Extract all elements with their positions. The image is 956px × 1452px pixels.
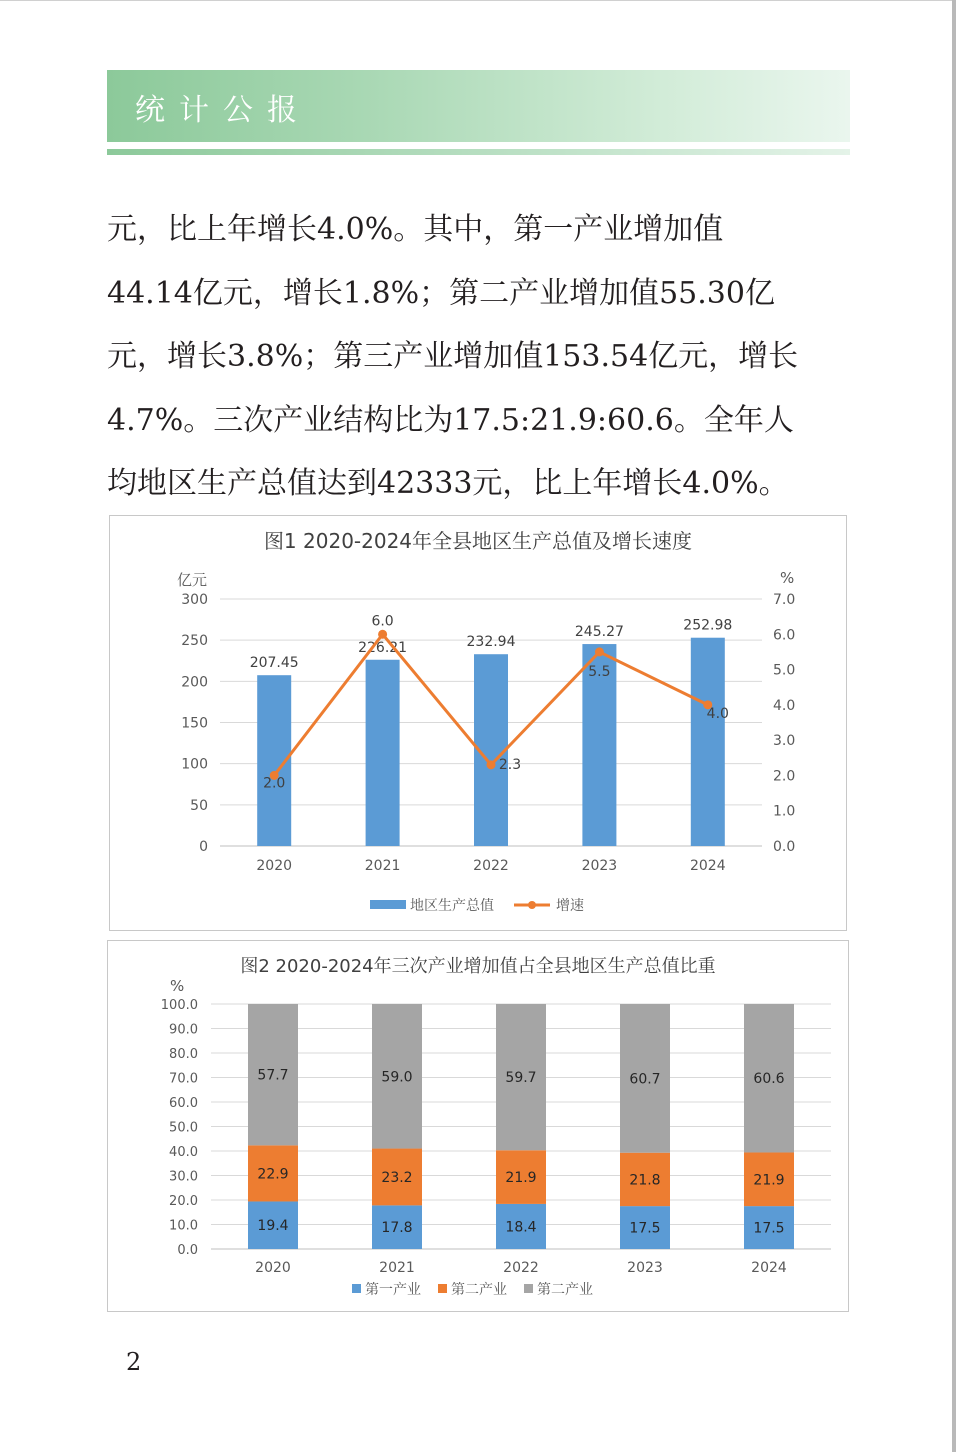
share-segment-label: 19.4 (257, 1218, 289, 1235)
growth-rate-point-2021 (378, 630, 387, 639)
gdp-bar-label: 207.45 (249, 655, 299, 672)
share-segment-label: 17.5 (629, 1220, 661, 1237)
share-segment-label: 21.8 (629, 1172, 661, 1189)
y-right-tick-label: 3.0 (773, 733, 796, 750)
y-tick-label: 40.0 (169, 1145, 198, 1160)
y-left-tick-label: 300 (181, 592, 208, 608)
page-right-edge (952, 0, 956, 1452)
chart-2-frame (107, 940, 849, 1312)
x-tick-label: 2023 (627, 1260, 663, 1276)
paragraph-line-1: 元，比上年增长4.0%。其中，第一产业增加值 (107, 212, 724, 247)
gdp-bar-label: 245.27 (574, 624, 624, 641)
page-top-edge (0, 0, 956, 1)
y-left-tick-label: 0 (199, 839, 208, 855)
paragraph-line-3: 元，增长3.8%；第三产业增加值153.54亿元，增长 (107, 339, 799, 374)
y-left-unit: 亿元 (177, 571, 208, 589)
x-tick-label: 2020 (255, 1260, 291, 1276)
gdp-bar-label: 226.21 (358, 639, 408, 656)
y-left-tick-label: 200 (181, 674, 208, 691)
y-left-tick-label: 50 (190, 797, 208, 814)
section-title: 统计公报 (135, 93, 311, 128)
share-segment-label: 17.8 (381, 1220, 413, 1237)
y-tick-label: 10.0 (169, 1218, 198, 1234)
x-tick-label: 2020 (256, 858, 293, 874)
x-tick-label: 2021 (364, 858, 401, 874)
legend-gdp-label: 地区生产总值 (410, 898, 494, 914)
y-right-tick-label: 2.0 (773, 768, 796, 785)
share-segment-label: 57.7 (257, 1067, 289, 1084)
legend-label-2: 第二产业 (451, 1282, 507, 1298)
y-tick-label: 30.0 (169, 1169, 198, 1185)
y-right-tick-label: 4.0 (773, 697, 796, 714)
y-right-tick-label: 1.0 (773, 803, 796, 820)
paragraph-line-4: 4.7%。三次产业结构比为17.5:21.9:60.6。全年人 (107, 403, 794, 438)
share-segment-label: 23.2 (381, 1169, 413, 1186)
legend-swatch-1 (352, 1284, 361, 1293)
share-segment-label: 22.9 (257, 1166, 289, 1183)
section-banner (107, 70, 850, 142)
y-right-tick-label: 0.0 (773, 839, 796, 855)
page-number: 2 (126, 1348, 142, 1376)
y-tick-label: 80.0 (169, 1047, 198, 1062)
y-tick-label: 90.0 (169, 1022, 198, 1038)
y-right-tick-label: 5.0 (773, 662, 796, 679)
growth-rate-label: 2.3 (498, 756, 522, 773)
x-tick-label: 2022 (473, 858, 509, 874)
gdp-bar-label: 232.94 (466, 634, 516, 651)
y-right-unit: % (780, 569, 795, 587)
paragraph-line-5: 均地区生产总值达到42333元，比上年增长4.0%。 (107, 466, 789, 501)
y-tick-label: 50.0 (169, 1120, 198, 1136)
paragraph-line-2: 44.14亿元，增长1.8%；第二产业增加值55.30亿 (107, 276, 775, 311)
x-tick-label: 2023 (581, 858, 618, 874)
chart-2-title: 图2 2020-2024年三次产业增加值占全县地区生产总值比重 (240, 956, 716, 977)
y-right-tick-label: 7.0 (773, 592, 796, 608)
share-segment-label: 17.5 (753, 1220, 785, 1237)
share-segment-label: 21.9 (753, 1172, 785, 1189)
x-tick-label: 2021 (379, 1260, 415, 1276)
share-segment-label: 60.7 (629, 1071, 661, 1088)
y-tick-label: 100.0 (160, 998, 198, 1013)
growth-rate-label: 2.0 (263, 775, 286, 792)
y-right-tick-label: 6.0 (773, 627, 796, 644)
x-tick-label: 2022 (503, 1260, 539, 1276)
share-segment-label: 21.9 (505, 1170, 537, 1187)
share-segment-label: 18.4 (505, 1219, 537, 1236)
y-tick-label: 20.0 (169, 1194, 198, 1209)
y-tick-label: 0.0 (177, 1243, 198, 1258)
growth-rate-label: 5.5 (588, 663, 611, 680)
x-tick-label: 2024 (689, 858, 726, 874)
growth-rate-point-2022 (487, 760, 496, 769)
chart-1-frame (109, 515, 847, 931)
banner-underline (107, 149, 850, 155)
legend-swatch-2 (438, 1284, 447, 1293)
legend-growth-marker (528, 901, 536, 909)
y-left-tick-label: 150 (181, 715, 208, 732)
legend-swatch-3 (524, 1284, 533, 1293)
y-left-tick-label: 250 (181, 633, 208, 650)
y-left-tick-label: 100 (181, 756, 208, 773)
chart-1-title: 图1 2020-2024年全县地区生产总值及增长速度 (263, 529, 693, 553)
y-tick-label: 60.0 (169, 1096, 198, 1111)
growth-rate-point-2023 (595, 647, 604, 656)
share-segment-label: 59.7 (505, 1070, 537, 1087)
legend-gdp-swatch (370, 900, 406, 909)
growth-rate-label: 6.0 (371, 613, 394, 630)
legend-label-1: 第一产业 (365, 1282, 421, 1298)
gdp-bar-2021 (366, 660, 400, 846)
share-segment-label: 59.0 (381, 1069, 413, 1086)
growth-rate-label: 4.0 (706, 705, 729, 722)
gdp-bar-2024 (691, 638, 725, 846)
industry-share-chart (108, 941, 848, 1311)
legend-growth-label: 增速 (556, 898, 584, 914)
y-tick-label: 70.0 (169, 1071, 198, 1087)
legend-label-3: 第二产业 (537, 1282, 593, 1298)
gdp-bar-label: 252.98 (683, 617, 733, 634)
x-tick-label: 2024 (751, 1260, 787, 1276)
y-unit: % (170, 977, 185, 995)
gdp-growth-chart (110, 516, 846, 930)
share-segment-label: 60.6 (753, 1071, 785, 1088)
